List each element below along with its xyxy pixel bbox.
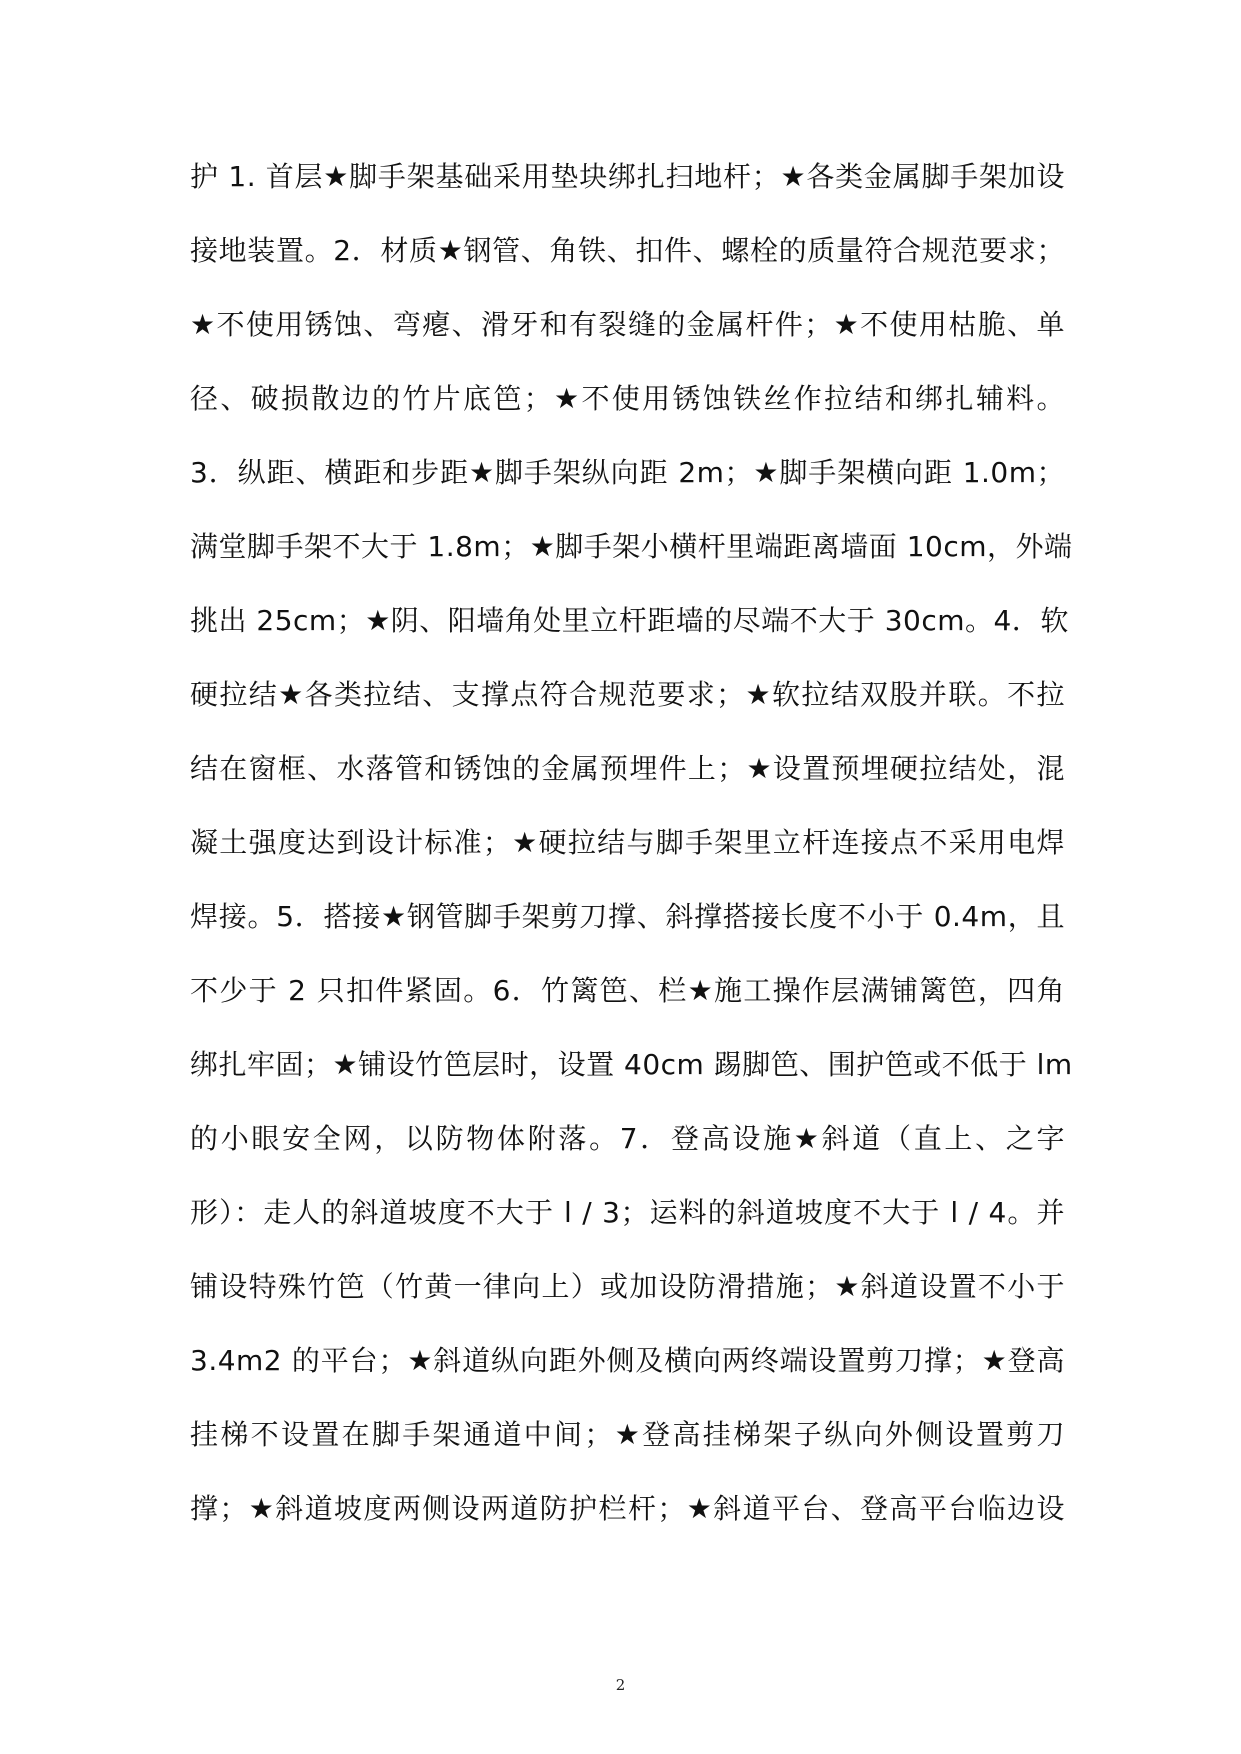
- body-text: [190, 140, 1073, 1546]
- text-line: 挑出 25cm；★阴、阳墙角处里立杆距墙的尽端不大于 30cm。4．软: [190, 604, 1069, 637]
- text-line: ★不使用锈蚀、弯瘪、滑牙和有裂缝的金属杆件；★不使用枯脆、单: [190, 308, 1065, 341]
- text-line: 形）：走人的斜道坡度不大于 l / 3；运料的斜道坡度不大于 l / 4。并: [190, 1196, 1065, 1229]
- text-line: 接地装置。2．材质★钢管、角铁、扣件、螺栓的质量符合规范要求；: [190, 234, 1065, 267]
- text-line: 3.4m2 的平台；★斜道纵向距外侧及横向两终端设置剪刀撑；★登高: [190, 1344, 1065, 1377]
- text-line: 铺设特殊竹笆（竹黄一律向上）或加设防滑措施；★斜道设置不小于: [190, 1270, 1065, 1303]
- text-line: 不少于 2 只扣件紧固。6．竹篱笆、栏★施工操作层满铺篱笆，四角: [190, 974, 1065, 1007]
- text-line: 硬拉结★各类拉结、支撑点符合规范要求；★软拉结双股并联。不拉: [190, 678, 1065, 711]
- page-number: 2: [615, 1676, 626, 1694]
- text-line: 护 1. 首层★脚手架基础采用垫块绑扎扫地杆；★各类金属脚手架加设: [190, 160, 1065, 193]
- text-line: 绑扎牢固；★铺设竹笆层时，设置 40cm 踢脚笆、围护笆或不低于 lm: [190, 1048, 1073, 1081]
- text-line: 凝土强度达到设计标准；★硬拉结与脚手架里立杆连接点不采用电焊: [190, 826, 1065, 859]
- text-line: 结在窗框、水落管和锈蚀的金属预埋件上；★设置预埋硬拉结处，混: [190, 752, 1065, 785]
- text-line: 焊接。5．搭接★钢管脚手架剪刀撑、斜撑搭接长度不小于 0.4m，且: [190, 900, 1065, 933]
- text-line: 径、破损散边的竹片底笆；★不使用锈蚀铁丝作拉结和绑扎辅料。: [190, 382, 1065, 415]
- text-line: 挂梯不设置在脚手架通道中间；★登高挂梯架子纵向外侧设置剪刀: [190, 1418, 1065, 1451]
- text-line: 3．纵距、横距和步距★脚手架纵向距 2m；★脚手架横向距 1.0m；: [190, 456, 1065, 489]
- text-line: 撑；★斜道坡度两侧设两道防护栏杆；★斜道平台、登高平台临边设: [190, 1492, 1065, 1525]
- text-line: 的小眼安全网，以防物体附落。7．登高设施★斜道（直上、之字: [190, 1122, 1065, 1155]
- text-line: 满堂脚手架不大于 1.8m；★脚手架小横杆里端距离墙面 10cm，外端: [190, 530, 1073, 563]
